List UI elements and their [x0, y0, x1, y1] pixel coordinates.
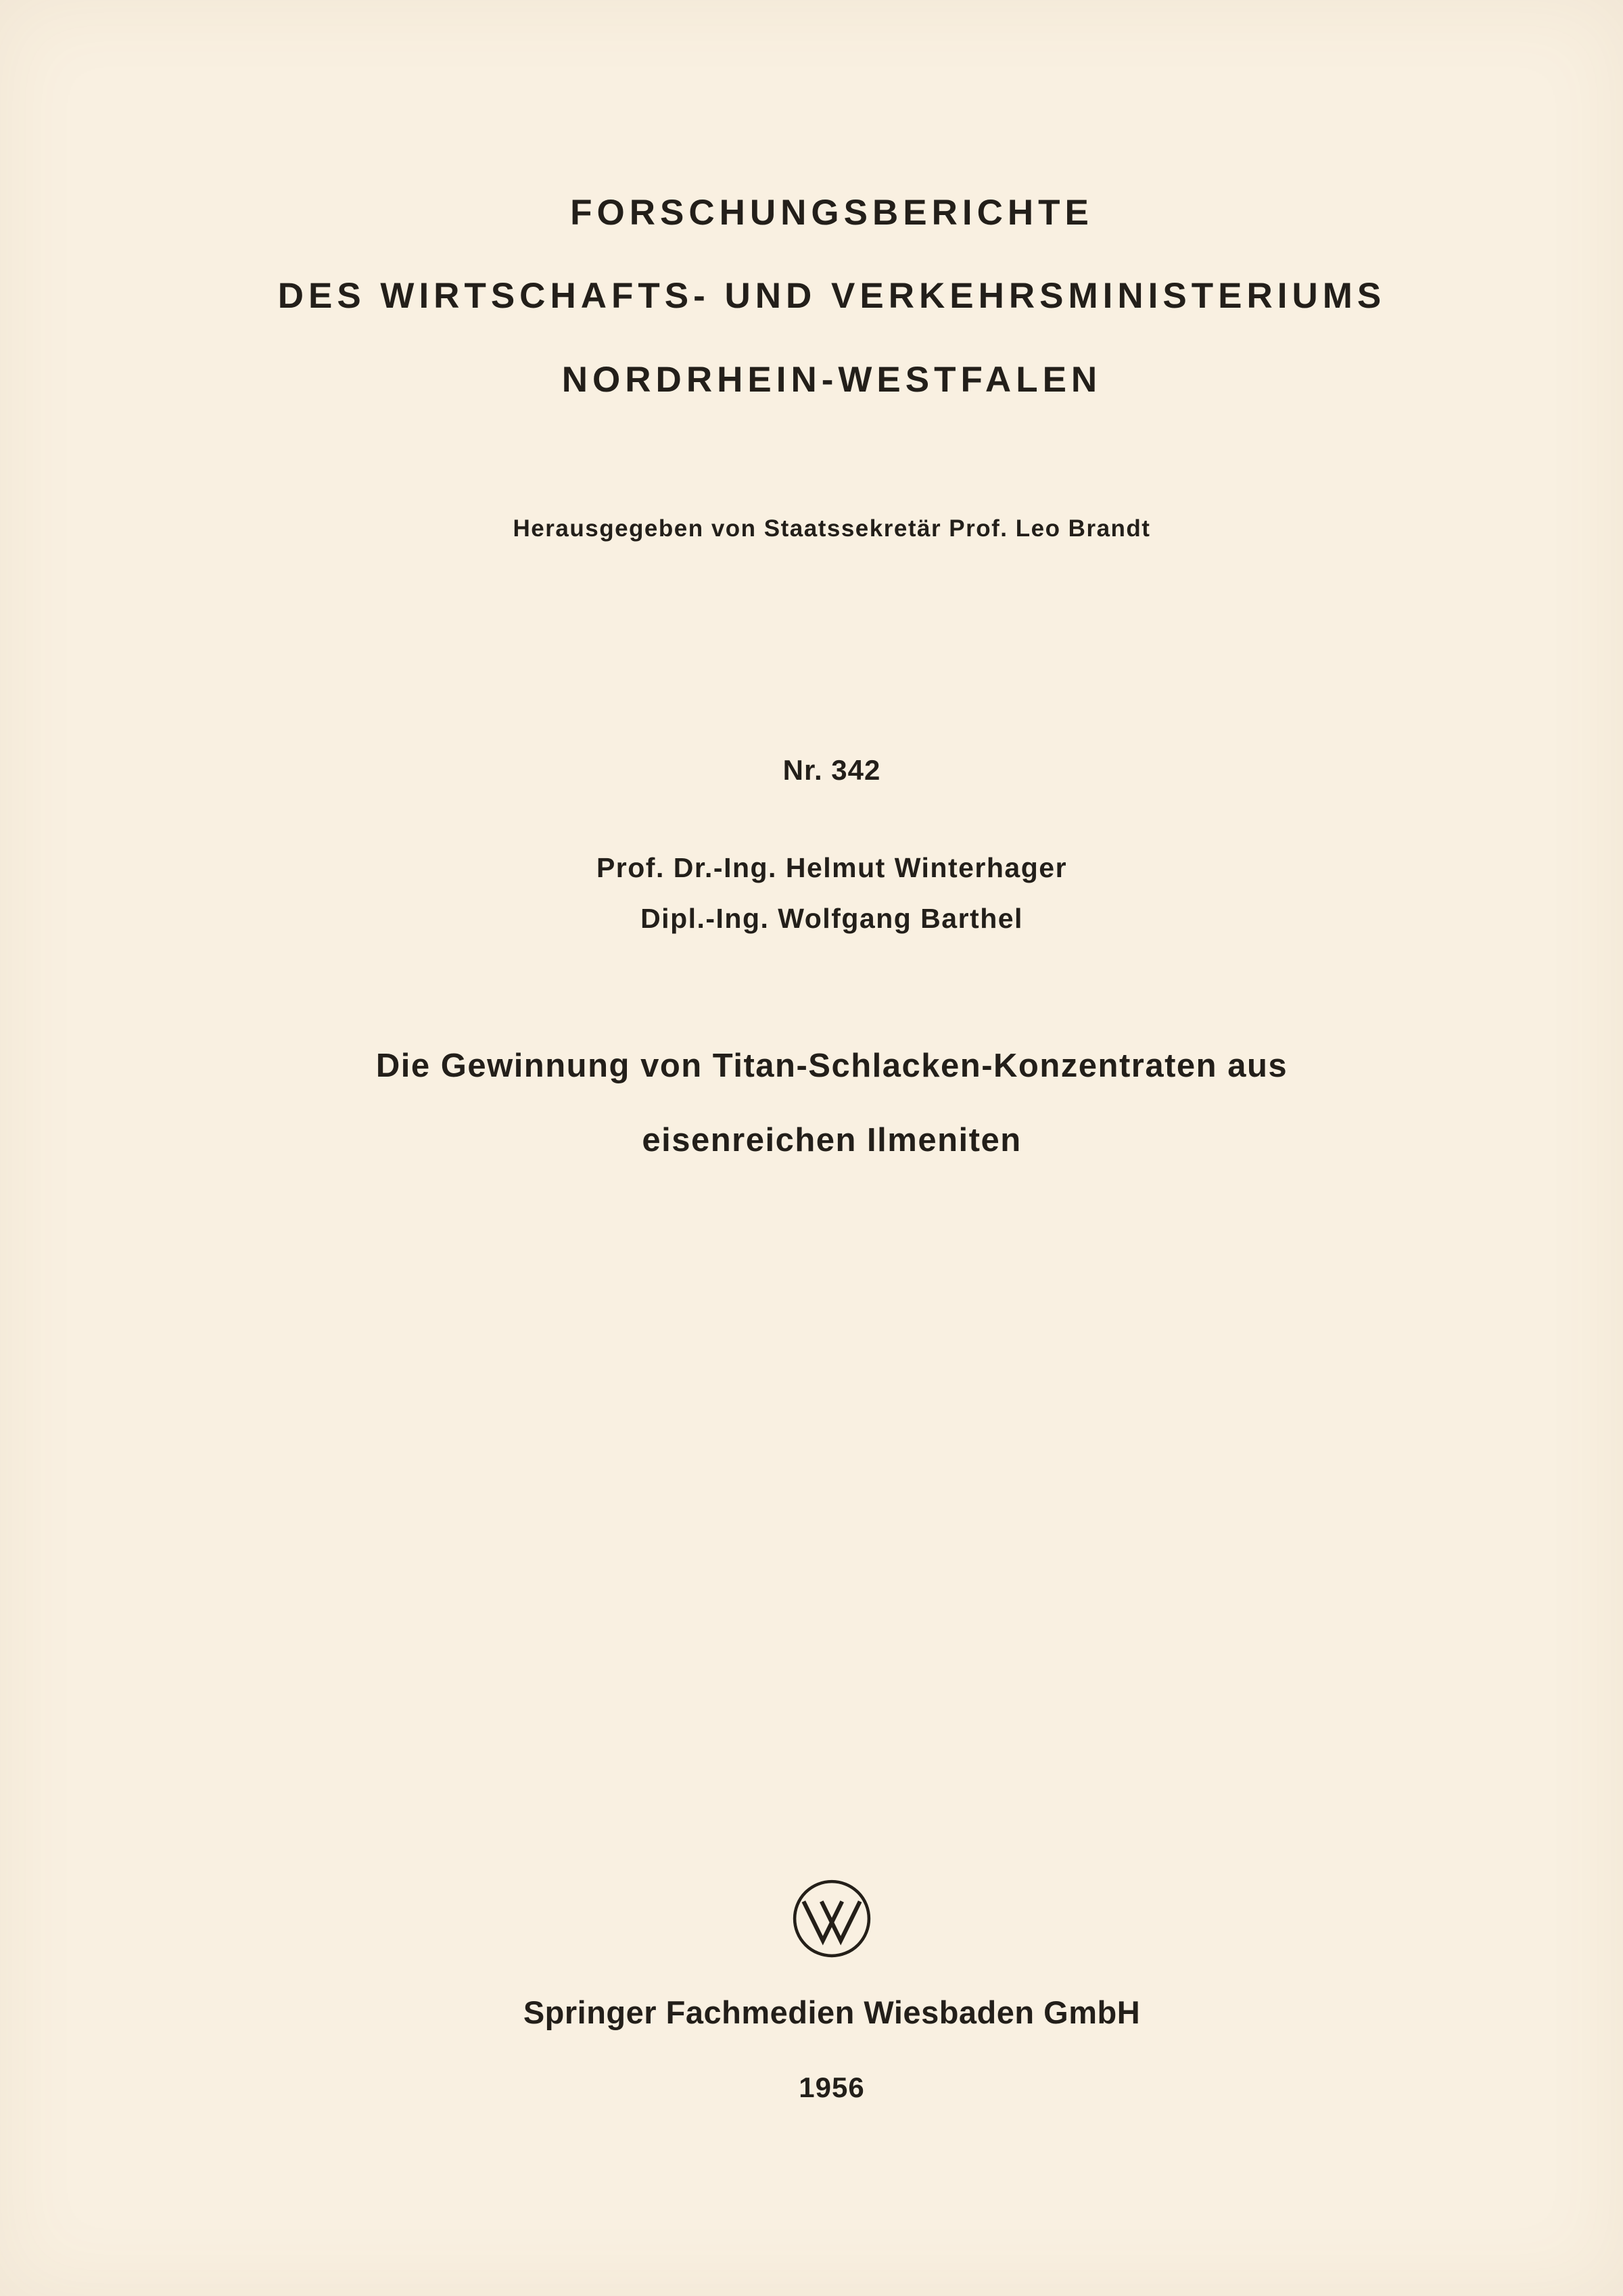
series-editor-line: Herausgegeben von Staatssekretär Prof. Leo Brandt	[513, 515, 1151, 542]
book-title-line-2: eisenreichen Ilmeniten	[642, 1122, 1022, 1158]
publisher-logo	[41, 1877, 1623, 1960]
book-title-line-1: Die Gewinnung von Titan-Schlacken-Konzentraten aus	[375, 1048, 1288, 1084]
publisher-name: Springer Fachmedien Wiesbaden GmbH	[523, 1994, 1141, 2030]
series-title-line-3: NORDRHEIN-WESTFALEN	[561, 360, 1102, 400]
vieweg-w-circle-logo-icon	[791, 1951, 873, 1963]
series-title-line-1: FORSCHUNGSBERICHTE	[570, 193, 1093, 233]
publication-year: 1956	[799, 2071, 865, 2103]
author-name-2: Dipl.-Ing. Wolfgang Barthel	[640, 903, 1023, 934]
series-title-line-2: DES WIRTSCHAFTS- UND VERKEHRSMINISTERIUMS	[277, 276, 1386, 316]
issue-number: Nr. 342	[782, 754, 881, 786]
author-name-1: Prof. Dr.-Ing. Helmut Winterhager	[596, 852, 1068, 883]
